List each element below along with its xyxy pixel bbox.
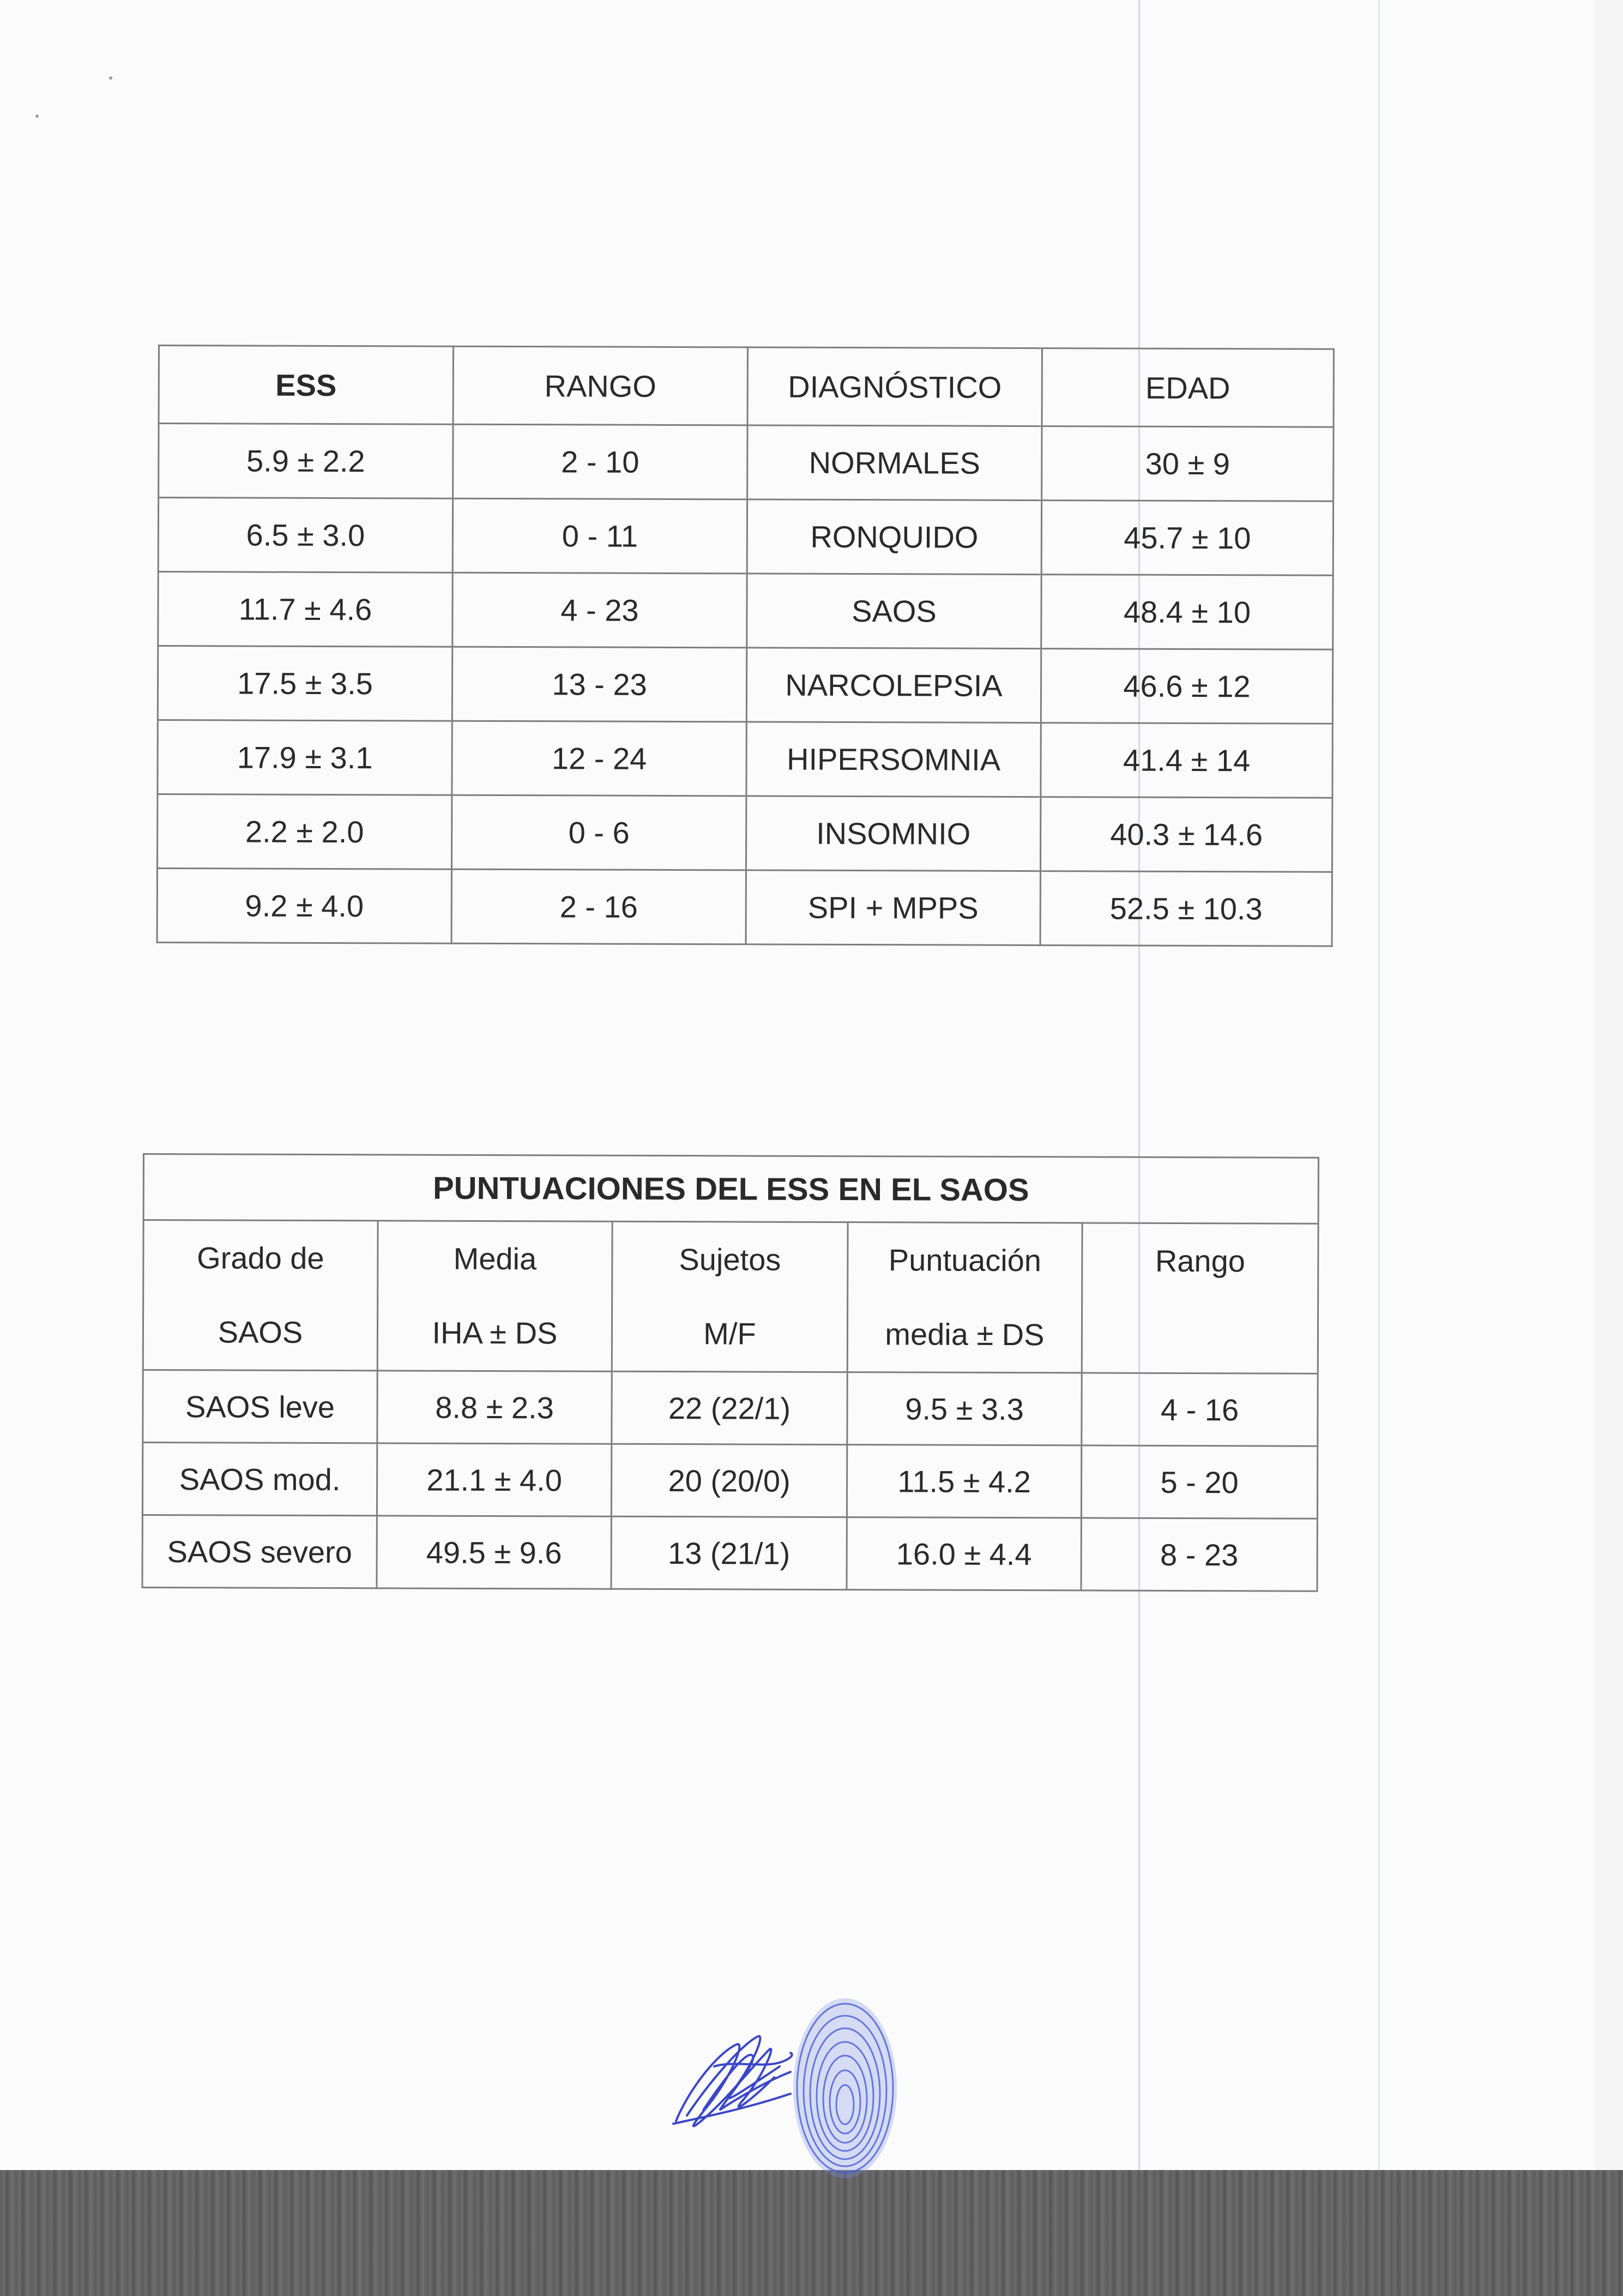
header-line: Puntuación [888, 1243, 1042, 1278]
cell-rango: 5 - 20 [1081, 1445, 1317, 1518]
header-grado [143, 1220, 378, 1371]
cell-rango: 8 - 23 [1081, 1518, 1317, 1591]
table-row [143, 1370, 1318, 1447]
cell-media: 8.8 ± 2.3 [377, 1371, 612, 1444]
cell-rango: 12 - 24 [452, 721, 746, 796]
cell-rango: 4 - 23 [452, 573, 747, 648]
scan-bottom-strip [0, 2170, 1623, 2296]
cell-rango: 4 - 16 [1082, 1373, 1318, 1446]
header-edad: EDAD [1042, 348, 1334, 427]
cell-sujetos: 20 (20/0) [611, 1444, 847, 1517]
header-line: Media [453, 1241, 537, 1276]
table-row [158, 572, 1333, 650]
cell-diagnostico: SAOS [747, 574, 1041, 649]
cell-diagnostico: NARCOLEPSIA [746, 648, 1041, 723]
header-puntuacion [847, 1222, 1082, 1373]
scan-right-margin [1595, 0, 1623, 2170]
cell-edad: 52.5 ± 10.3 [1040, 871, 1332, 947]
header-line: Rango [1155, 1243, 1246, 1279]
header-line: M/F [703, 1316, 756, 1351]
header-line: Grado de [197, 1240, 324, 1276]
signature-fingerprint [665, 1985, 927, 2181]
header-line: Sujetos [679, 1242, 781, 1277]
cell-edad: 46.6 ± 12 [1041, 649, 1332, 724]
header-line [1083, 1298, 1317, 1372]
cell-ess: 5.9 ± 2.2 [159, 424, 453, 499]
header-line: media ± DS [885, 1317, 1045, 1352]
scan-artifact-line [1138, 0, 1140, 2170]
cell-ess: 6.5 ± 3.0 [158, 498, 452, 573]
scan-artifact-line [1378, 0, 1380, 2170]
table-row [157, 869, 1332, 947]
cell-grado: SAOS severo [142, 1515, 377, 1588]
handwritten-signature [673, 2036, 792, 2126]
speck [35, 115, 39, 118]
cell-rango: 13 - 23 [452, 647, 746, 722]
cell-grado: SAOS mod. [142, 1443, 377, 1516]
table-row [158, 720, 1332, 798]
cell-rango: 2 - 10 [453, 424, 747, 499]
header-diagnostico: DIAGNÓSTICO [747, 347, 1042, 426]
cell-media: 21.1 ± 4.0 [377, 1443, 611, 1516]
cell-edad: 40.3 ± 14.6 [1040, 797, 1332, 872]
cell-ess: 17.5 ± 3.5 [158, 646, 452, 721]
header-sujetos [612, 1221, 848, 1372]
saos-table [141, 1153, 1319, 1592]
cell-grado: SAOS leve [143, 1370, 377, 1443]
table-row [142, 1443, 1317, 1519]
cell-sujetos: 13 (21/1) [611, 1516, 847, 1589]
cell-rango: 0 - 11 [452, 498, 747, 574]
cell-diagnostico: NORMALES [747, 425, 1042, 501]
cell-ess: 11.7 ± 4.6 [158, 572, 452, 647]
cell-puntuacion: 11.5 ± 4.2 [847, 1445, 1081, 1518]
cell-rango: 2 - 16 [451, 869, 746, 944]
table-row [157, 794, 1332, 872]
table-row [159, 424, 1334, 502]
table-row [158, 498, 1333, 576]
cell-puntuacion: 9.5 ± 3.3 [847, 1372, 1082, 1445]
cell-ess: 2.2 ± 2.0 [157, 794, 451, 870]
cell-rango: 0 - 6 [451, 795, 746, 870]
ess-header-row [159, 346, 1334, 427]
saos-title-row [143, 1154, 1318, 1224]
cell-edad: 45.7 ± 10 [1041, 501, 1333, 576]
cell-diagnostico: INSOMNIO [746, 796, 1040, 871]
header-rango [1082, 1223, 1318, 1373]
header-media [377, 1221, 612, 1371]
cell-edad: 41.4 ± 14 [1041, 723, 1332, 798]
saos-header-row [143, 1220, 1318, 1374]
ess-table [156, 345, 1335, 947]
cell-media: 49.5 ± 9.6 [377, 1516, 611, 1589]
cell-diagnostico: HIPERSOMNIA [746, 722, 1041, 797]
speck [109, 76, 112, 80]
fingerprint [793, 1998, 897, 2178]
cell-ess: 17.9 ± 3.1 [158, 720, 452, 796]
cell-edad: 48.4 ± 10 [1041, 575, 1333, 650]
header-line: IHA ± DS [432, 1315, 558, 1351]
header-line: SAOS [218, 1315, 303, 1349]
cell-diagnostico: RONQUIDO [747, 499, 1041, 575]
cell-diagnostico: SPI + MPPS [746, 870, 1040, 945]
table-row [142, 1515, 1317, 1592]
table-row [158, 646, 1332, 724]
cell-puntuacion: 16.0 ± 4.4 [847, 1517, 1081, 1590]
saos-table-title: PUNTUACIONES DEL ESS EN EL SAOS [143, 1154, 1318, 1224]
header-rango: RANGO [453, 346, 747, 425]
header-ess: ESS [159, 346, 453, 425]
cell-edad: 30 ± 9 [1042, 426, 1334, 502]
cell-sujetos: 22 (22/1) [612, 1371, 847, 1444]
cell-ess: 9.2 ± 4.0 [157, 869, 451, 944]
